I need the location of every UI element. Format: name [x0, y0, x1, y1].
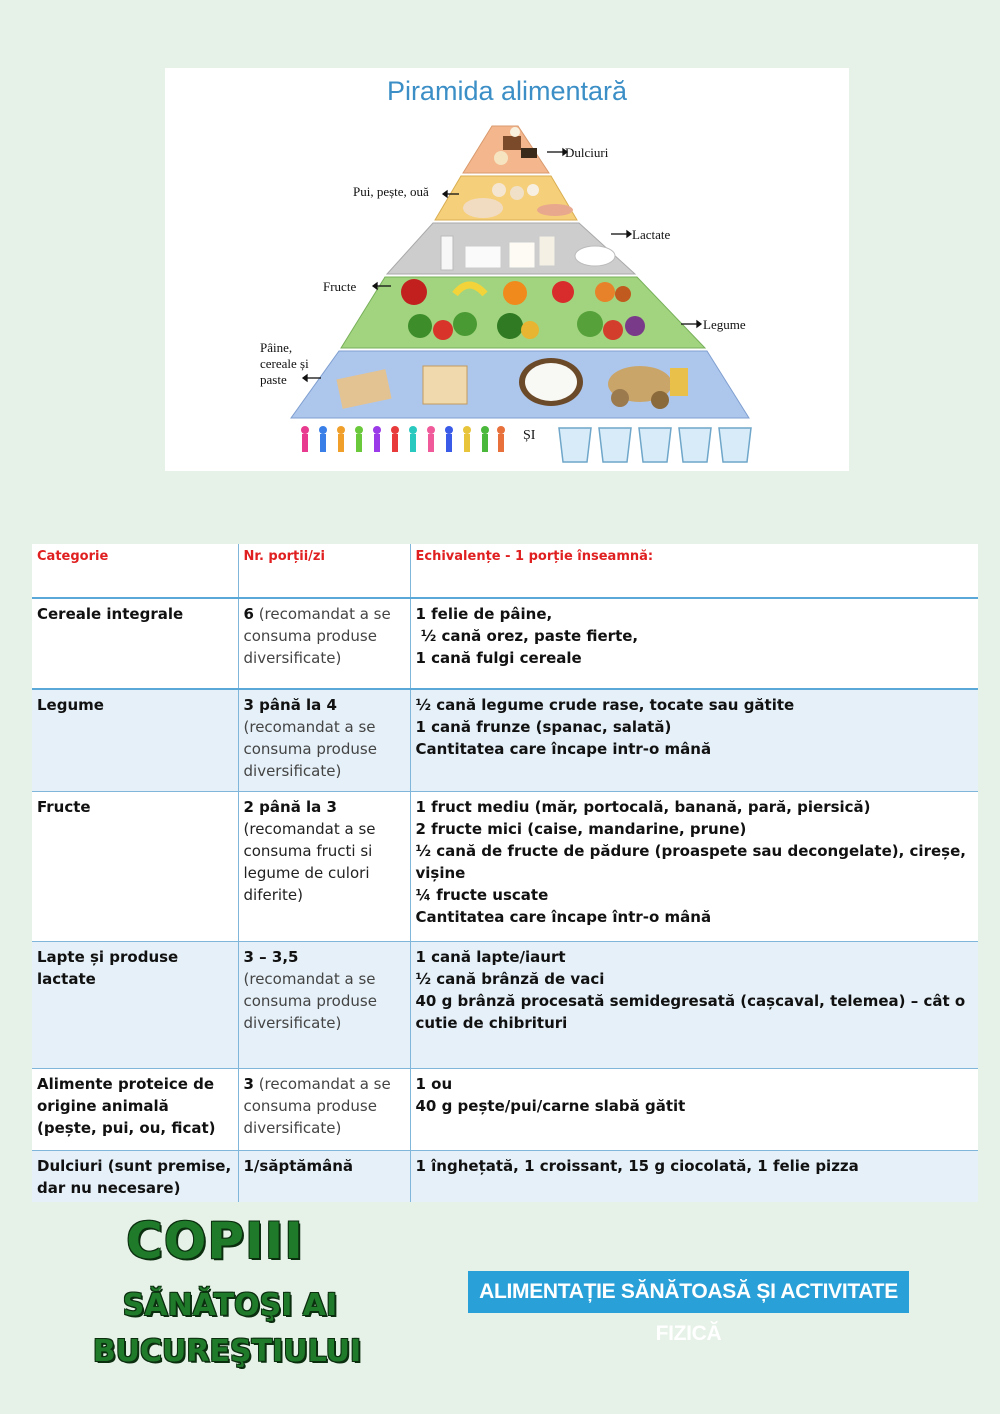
brand-title-line2: SĂNĂTOŞI AI	[122, 1288, 338, 1323]
table-header-row	[32, 544, 978, 598]
row-portions	[238, 689, 410, 792]
row-category: Alimente proteice de origine animală (pește, pui, ou, ficat)	[32, 1069, 238, 1151]
label-cereale-line3: paste	[260, 372, 287, 387]
equivalent-line: 1 fruct mediu (măr, portocală, banană, pară, piersică)	[415, 798, 871, 816]
equivalent-line: Cantitatea care încape intr-o mână	[415, 740, 712, 758]
label-cereale	[260, 340, 309, 388]
row-category: Lapte și produse lactate	[32, 942, 238, 1069]
equivalent-line: ½ cană de fructe de pădure (proaspete sau decongelate), cireșe, vișine	[415, 842, 966, 882]
header-categorie: Categorie	[32, 544, 238, 598]
portions-value: 3 până la 4	[243, 696, 337, 714]
table-row	[32, 942, 978, 1069]
program-banner: ALIMENTAȚIE SĂNĂTOASĂ ȘI ACTIVITATE FIZICĂ	[468, 1271, 909, 1313]
table-row	[32, 598, 978, 689]
row-portions	[238, 1069, 410, 1151]
row-equivalents	[410, 598, 978, 689]
row-portions	[238, 792, 410, 942]
activity-runners	[291, 420, 511, 462]
portions-note: (recomandat a se consuma produse diversificate)	[243, 970, 377, 1032]
equivalent-line: 1 înghețată, 1 croissant, 15 g ciocolată, 1 felie pizza	[415, 1157, 859, 1175]
portions-value: 3 – 3,5	[243, 948, 299, 966]
row-equivalents	[410, 942, 978, 1069]
row-portions	[238, 942, 410, 1069]
row-portions	[238, 1151, 410, 1203]
equivalent-line: 1 cană lapte/iaurt	[415, 948, 566, 966]
equivalent-line: 1 cană fulgi cereale	[415, 649, 582, 667]
equivalent-line: 2 fructe mici (caise, mandarine, prune)	[415, 820, 747, 838]
portions-note: (recomandat a se consuma produse diversificate)	[243, 718, 377, 780]
row-category: Dulciuri (sunt premise, dar nu necesare)	[32, 1151, 238, 1203]
portions-note: (recomandat a se consuma produse diversificate)	[243, 605, 391, 667]
row-category: Fructe	[32, 792, 238, 942]
equivalent-line: ½ cană brânză de vaci	[415, 970, 605, 988]
table-row	[32, 1151, 978, 1203]
table-row	[32, 792, 978, 942]
table-row	[32, 1069, 978, 1151]
label-cereale-line1: Pâine,	[260, 340, 293, 355]
row-equivalents	[410, 1069, 978, 1151]
equivalent-line: 40 g pește/pui/carne slabă gătit	[415, 1097, 686, 1115]
pyramid-graphic	[165, 68, 849, 471]
header-echivalente: Echivalențe - 1 porție înseamnă:	[410, 544, 978, 598]
row-equivalents	[410, 1151, 978, 1203]
label-dulciuri: Dulciuri	[565, 145, 609, 160]
equivalent-line: 1 ou	[415, 1075, 453, 1093]
food-pyramid-figure	[165, 68, 849, 471]
portions-value: 2 până la 3	[243, 798, 337, 816]
pyramid-title: Piramida alimentară	[386, 76, 628, 106]
row-category: Legume	[32, 689, 238, 792]
label-lactate: Lactate	[632, 227, 671, 242]
label-proteine: Pui, pește, ouă	[353, 184, 429, 199]
equivalent-line: 1 cană frunze (spanac, salată)	[415, 718, 672, 736]
portions-table	[32, 544, 978, 1202]
header-portii: Nr. porții/zi	[238, 544, 410, 598]
portions-note: (recomandat a se consuma produse diversificate)	[243, 1075, 391, 1137]
equivalent-line: ¼ fructe uscate	[415, 886, 549, 904]
equivalent-line: 40 g brânză procesată semidegresată (cașcaval, telemea) – cât o cutie de chibrituri	[415, 992, 966, 1032]
row-equivalents	[410, 792, 978, 942]
label-legume: Legume	[703, 317, 746, 332]
row-portions	[238, 598, 410, 689]
row-category: Cereale integrale	[32, 598, 238, 689]
row-equivalents	[410, 689, 978, 792]
label-si: ȘI	[523, 428, 536, 443]
brand-title-line1: COPIII	[126, 1212, 304, 1270]
equivalent-line: Cantitatea care încape într-o mână	[415, 908, 712, 926]
equivalent-line: 1 felie de pâine,	[415, 605, 553, 623]
portions-value: 6	[243, 605, 254, 623]
portions-value: 1/săptămână	[243, 1157, 354, 1175]
label-cereale-line2: cereale și	[260, 356, 309, 371]
equivalent-line: ½ cană orez, paste fierte,	[415, 627, 639, 645]
portions-value: 3	[243, 1075, 254, 1093]
water-glasses	[559, 428, 751, 462]
portions-note: (recomandat a se consuma fructi si legume de culori diferite)	[243, 820, 376, 904]
table-row	[32, 689, 978, 792]
equivalent-line: ½ cană legume crude rase, tocate sau gătite	[415, 696, 795, 714]
label-fructe: Fructe	[323, 279, 357, 294]
brand-title-line3: BUCUREŞTIULUI	[92, 1334, 362, 1369]
